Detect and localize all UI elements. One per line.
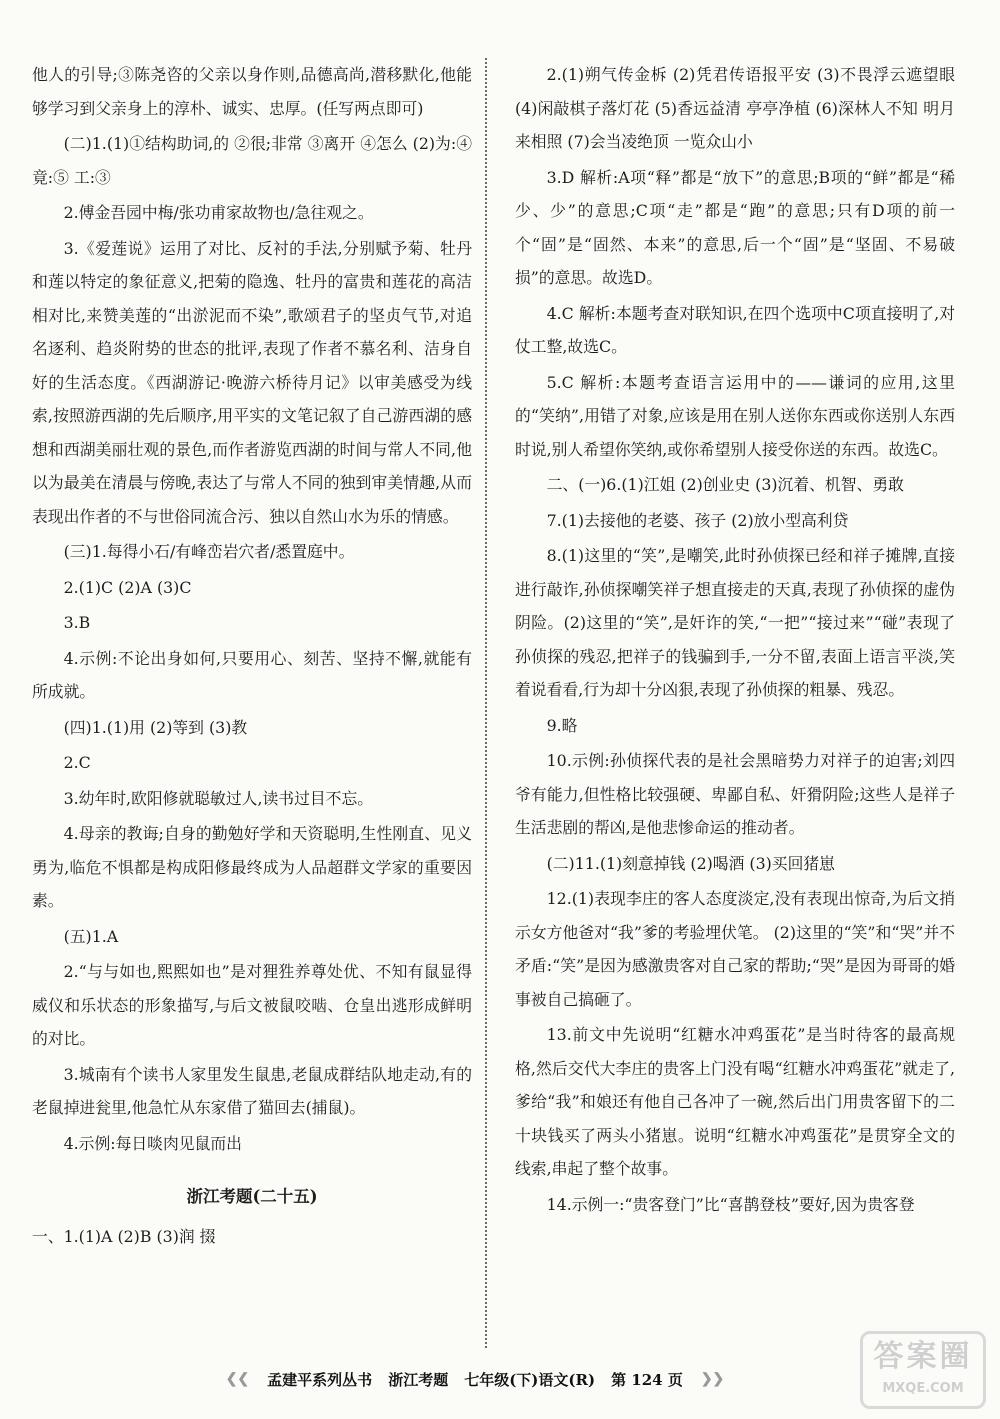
answer-paragraph: 2.傅金吾园中梅/张功甫家故物也/急往观之。 [63, 203, 374, 222]
answer-paragraph: 4.示例:不论出身如何,只要用心、刻苦、坚持不懈,就能有所成就。 [32, 648, 472, 701]
answer-paragraph: 5.C 解析:本题考查语言运用中的——谦词的应用,这里的“笑纳”,用错了对象,应该是用在别人送你东西或你送别人东西时说,别人希望你笑纳,或你希望别人接受你送的东西。故选C。 [515, 372, 955, 459]
answer-paragraph: 12.(1)表现李庄的客人态度淡定,没有表现出惊奇,为后文捎示女方他爸对“我”爹的考验埋伏笔。 (2)这里的“笑”和“哭”并不矛盾:“笑”是因为感激贵客对自己家的帮助;“哭”是因为哥哥的婚事被自己搞砸了。 [515, 889, 955, 1009]
answer-paragraph: 二、(一)6.(1)江姐 (2)创业史 (3)沉着、机智、勇敢 [546, 475, 904, 494]
left-column [32, 58, 472, 1255]
answer-paragraph: 13.前文中先说明“红糖水冲鸡蛋花”是当时待客的最高规格,然后交代大李庄的贵客上门没有喝“红糖水冲鸡蛋花”就走了,爹给“我”和娘还有他自己各冲了一碗,然后出门用贵客留下的二十块钱买了两头小猪崽。说明“红糖水冲鸡蛋花”是贯穿全文的线索,串起了整个故事。 [515, 1025, 955, 1178]
page-footer [175, 1364, 775, 1394]
footer-page-number: 第 124 页 [611, 1370, 683, 1389]
answer-paragraph: 4.示例:每日啖肉见鼠而出 [63, 1133, 242, 1153]
column-divider [485, 58, 487, 1348]
answer-paragraph: 一、1.(1)A (2)B (3)润 掇 [32, 1226, 216, 1246]
answer-paragraph: 3.城南有个读书人家里发生鼠患,老鼠成群结队地走动,有的老鼠掉进瓮里,他急忙从东家借了猫回去(捕鼠)。 [32, 1064, 472, 1117]
answer-paragraph: 3.B [63, 613, 91, 632]
right-column [515, 58, 955, 1223]
footer-book: 浙江考题 [388, 1370, 449, 1389]
answer-paragraph: 2.C [63, 753, 91, 772]
answer-paragraph: 10.示例:孙侦探代表的是社会黑暗势力对祥子的迫害;刘四爷有能力,但性格比较强硬、卑鄙自私、奸猾阴险;这些人是祥子生活悲剧的帮凶,是他悲惨命运的推动者。 [515, 751, 955, 837]
answer-paragraph: (二)11.(1)刻意掉钱 (2)喝酒 (3)买回猪崽 [546, 853, 835, 873]
watermark-top: 答案圈 [873, 1339, 973, 1374]
answer-paragraph: 3.幼年时,欧阳修就聪敏过人,读书过目不忘。 [63, 788, 374, 808]
answer-paragraph: 3.《爱莲说》运用了对比、反衬的手法,分别赋予菊、牡丹和莲以特定的象征意义,把菊的隐逸、牡丹的富贵和莲花的高洁相对比,来赞美莲的“出淤泥而不染”,歌颂君子的坚贞气节,对追名逐利、趋炎附势的世态的批评,表现了作者不慕名利、洁身自好的生活态度。《西湖游记·晚游六桥待月记》以审美感受为线索,按照游西湖的先后顺序,用平实的文笔记叙了自己游西湖的感想和西湖美丽壮观的景色,而作者游览西湖的时间与常人不同,他以为最美在清晨与傍晚,表达了与常人不同的独到审美情趣,从而表现出作者的不与世俗同流合污、独以自然山水为乐的情感。 [32, 238, 472, 526]
watermark-logo [860, 1331, 986, 1409]
footer-grade: 七年级(下)语文(R) [464, 1370, 596, 1389]
answer-paragraph: (三)1.每得小石/有峰峦岩穴者/悉置庭中。 [63, 542, 355, 561]
answer-paragraph: 他人的引导;③陈尧咨的父亲以身作则,品德高尚,潜移默化,他能够学习到父亲身上的淳朴、诚实、忠厚。(任写两点即可) [32, 65, 472, 118]
footer-ornament-right-icon: ❯❯ [700, 1371, 725, 1387]
watermark-bottom: MXQE.COM [882, 1381, 964, 1396]
answer-paragraph: 4.C 解析:本题考查对联知识,在四个选项中C项直接明了,对仗工整,故选C。 [515, 303, 955, 356]
answer-paragraph: (四)1.(1)用 (2)等到 (3)教 [63, 717, 248, 737]
footer-ornament-left-icon: ❮❮ [225, 1371, 250, 1387]
answer-paragraph: 14.示例一:“贵客登门”比“喜鹊登枝”要好,因为贵客登 [546, 1194, 915, 1214]
answer-paragraph: 2.(1)C (2)A (3)C [63, 577, 192, 597]
answer-paragraph: 3.D 解析:A项“释”都是“放下”的意思;B项的“鲜”都是“稀少、少”的意思;C项“走”都是“跑”的意思;只有D项的前一个“固”是“固然、本来”的意思,后一个“固”是“坚固、不易破损”的意思。故选D。 [515, 167, 955, 287]
section-heading: 浙江考题(二十五) [186, 1187, 318, 1206]
answer-paragraph: 2.(1)朔气传金柝 (2)凭君传语报平安 (3)不畏浮云遮望眼 (4)闲敲棋子落灯花 (5)香远益清 亭亭净植 (6)深林人不知 明月来相照 (7)会当凌绝顶 一览众山小 [515, 65, 955, 151]
answer-paragraph: 9.略 [546, 715, 578, 735]
answer-paragraph: 7.(1)去接他的老婆、孩子 (2)放小型高利贷 [546, 510, 849, 530]
footer-series: 孟建平系列丛书 [267, 1370, 373, 1389]
answer-paragraph: (二)1.(1)①结构助词,的 ②很;非常 ③离开 ④怎么 (2)为:④ 竟:⑤ 工:③ [32, 134, 472, 187]
answer-paragraph: 2.“与与如也,熙熙如也”是对狸狌养尊处优、不知有鼠显得威仪和乐状态的形象描写,与后文被鼠咬啮、仓皇出逃形成鲜明的对比。 [32, 962, 472, 1048]
answer-paragraph: 4.母亲的教诲;自身的勤勉好学和天资聪明,生性刚直、见义勇为,临危不惧都是构成阳修最终成为人品超群文学家的重要因素。 [32, 824, 472, 910]
answer-paragraph: 8.(1)这里的“笑”,是嘲笑,此时孙侦探已经和祥子摊牌,直接进行敲诈,孙侦探嘲笑祥子想直接走的天真,表现了孙侦探的虚伪阴险。(2)这里的“笑”,是奸诈的笑,“一把”“接过来”“碰”表现了孙侦探的残忍,把祥子的钱骗到手,一分不留,表面上语言平淡,笑着说看看,行为却十分凶狠,表现了孙侦探的粗暴、残忍。 [515, 546, 955, 699]
answer-paragraph: (五)1.A [63, 926, 119, 946]
